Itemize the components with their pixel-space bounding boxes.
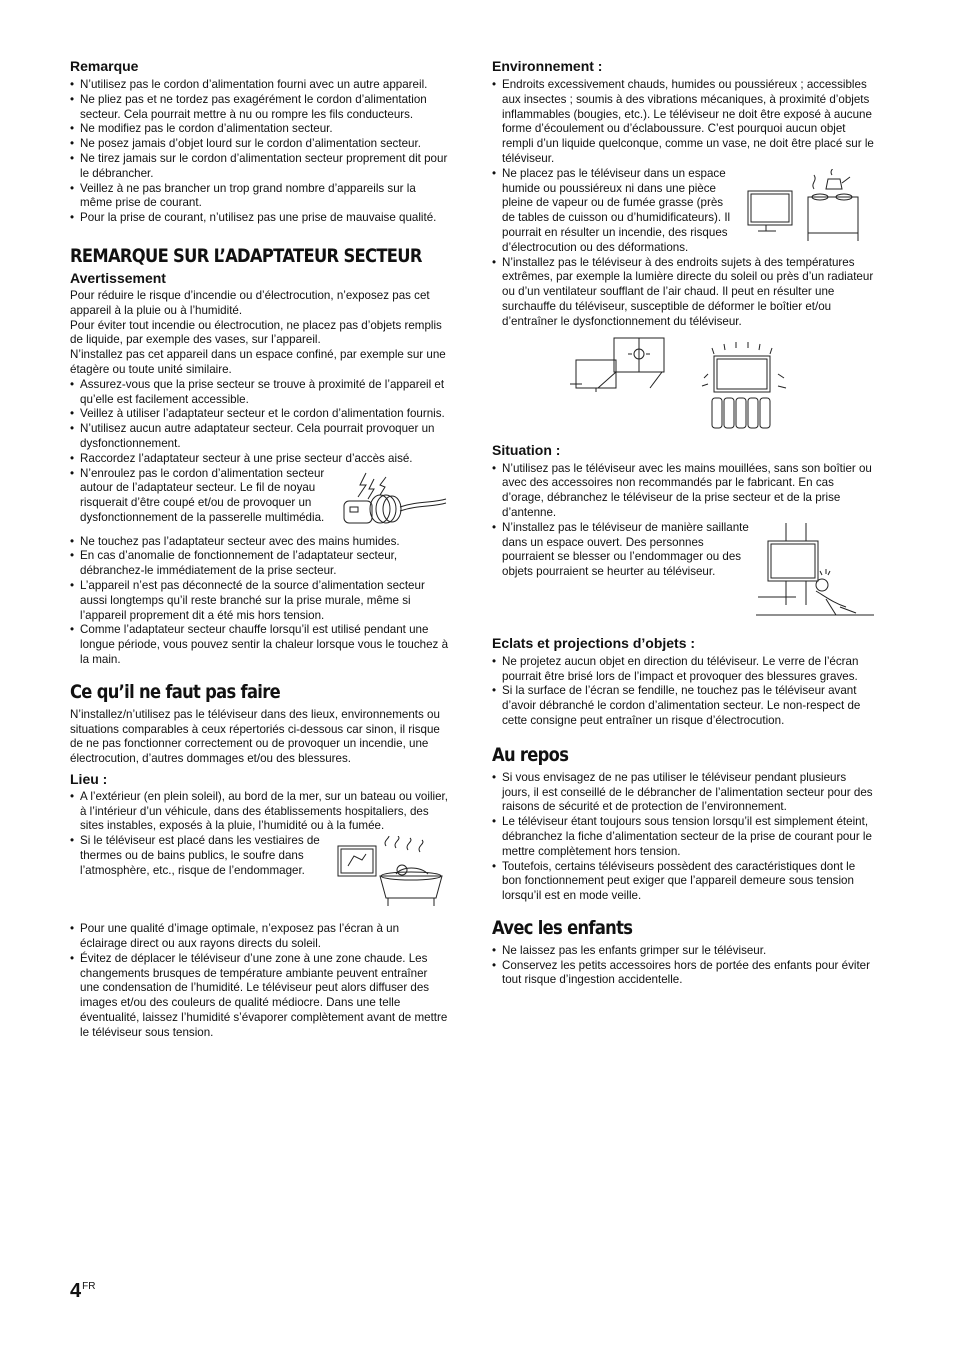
list-item: • En cas d’anomalie de fonctionnement de l’adaptateur secteur, débranchez-le immédiatement de la prise secteur. (70, 549, 448, 579)
list-item-text: N’installez pas le téléviseur de manière saillante dans un espace ouvert. Des personnes pourraient se blesser ou l’endommager ou des objets pourraient se heurter au téléviseur. (502, 520, 749, 579)
list-item: • L’appareil n’est pas déconnecté de la source d’alimentation secteur aussi longtemps qu’il reste branché sur la prise murale, même si l’appareil proprement dit a été mis hors tension. (70, 579, 448, 623)
list-item: • Si la surface de l’écran se fendille, ne touchez pas le téléviseur avant d’avoir débranché le cordon d’alimentation secteur. Le non-respect de cette consigne peut entraîner un risque d’électrocution. (492, 684, 874, 728)
page-number-value: 4 (70, 1280, 82, 1302)
list-item: • Ne pliez pas et ne tordez pas exagérément le cordon d’alimentation secteur. Cela pourrait mettre à nu ou rompre les fils conducteurs. (70, 93, 448, 123)
list-item-with-figure (492, 167, 874, 256)
list-item: • Évitez de déplacer le téléviseur d’une zone à une zone chaude. Les changements brusques de température ambiante peuvent entraîner une condensation de l’humidité. Le téléviseur peut alors diffuser des images et/ou des couleurs de qualité médiocre. Dans une telle éventualité, laissez l’humidité s’évaporer complètement avant de mettre le téléviseur sous tension. (70, 952, 448, 1041)
situation-title: Situation : (492, 441, 561, 458)
enfants-heading: Avec les enfants (492, 916, 633, 939)
adaptateur-list (70, 378, 448, 668)
eclats-list (492, 655, 874, 729)
situation-list (492, 462, 874, 621)
paragraph: Pour réduire le risque d’incendie ou d’électrocution, n’exposez pas cet appareil à la pluie ou à l’humidité. (70, 288, 430, 317)
remarque-title: Remarque (70, 58, 139, 74)
adapter-cord-illustration (338, 469, 448, 535)
enfants-list (492, 944, 874, 988)
lieu-list (70, 790, 448, 1041)
list-item-text: Si le téléviseur est placé dans les vestiaires de thermes ou de bains publics, le soufre dans l’atmosphère, etc., risque de l’endommager. (80, 834, 320, 877)
heat-illustrations (492, 336, 874, 432)
list-item: • Endroits excessivement chauds, humides ou poussiéreux ; accessibles aux insectes ; soumis à des vibrations mécaniques, à proximité d’objets inflammables (bougies, etc.). Le téléviseur ne doit être exposé à aucune forme d’écoulement ou d’éclaboussure. C’est pourquoi aucun objet rempli d’un liquide quelconque, comme un vase, ne doit être placé sur le téléviseur. (492, 78, 874, 167)
sunlight-tv-illustration (568, 336, 672, 396)
list-item-text: N’enroulez pas le cordon d’alimentation secteur autour de l’adaptateur secteur. Le fil de noyau risquerait d’être coupé et/ou de provoquer un dysfonctionnement de la passerelle multimédia. (80, 466, 325, 524)
au-repos-list (492, 771, 874, 904)
paragraph: Pour éviter tout incendie ou électrocution, ne placez pas d’objets remplis de liquide, par exemple des vases, sur l’appareil. (70, 318, 442, 347)
list-item: • Raccordez l’adaptateur secteur à une prise secteur d’accès aisé. (70, 452, 448, 467)
right-column (492, 58, 874, 988)
list-item: • Pour la prise de courant, n’utilisez pas une prise de mauvaise qualité. (70, 211, 448, 226)
lieu-title: Lieu : (70, 770, 108, 787)
person-bumping-tv-illustration (756, 523, 874, 621)
list-item-text: Ne placez pas le téléviseur dans un espace humide ou poussiéreux ni dans une pièce pleine de vapeur ou de fumée grasse (près de tables de cuisson ou d’humidificateurs). Il pourrait en résulter un incendie, des risques d’électrocution ou des déformations. (502, 166, 731, 254)
list-item-with-figure (70, 467, 448, 535)
page-number (70, 1280, 95, 1303)
bath-steam-illustration (336, 836, 448, 916)
list-item: • Conservez les petits accessoires hors de portée des enfants pour éviter tout risque d’ingestion accidentelle. (492, 959, 874, 989)
list-item: • A l’extérieur (en plein soleil), au bord de la mer, sur un bateau ou voilier, à l’intérieur d’un véhicule, dans des établissements hospitaliers, des sites instables, exposés à la pluie, l’humidité ou à la fumée. (70, 790, 448, 834)
list-item: • Ne modifiez pas le cordon d’alimentation secteur. (70, 122, 448, 137)
left-column (70, 58, 448, 1041)
list-item: • Assurez-vous que la prise secteur se trouve à proximité de l’appareil et qu’elle est facilement accessible. (70, 378, 448, 408)
list-item: • Toutefois, certains téléviseurs possèdent des caractéristiques dont le bon fonctionnement peut exiger que l’appareil demeure sous tension lorsqu’il est en mode veille. (492, 860, 874, 904)
ne-pas-faire-heading: Ce qu’il ne faut pas faire (70, 680, 280, 703)
list-item: • Comme l’adaptateur secteur chauffe lorsqu’il est utilisé pendant une longue période, vous pouvez sentir la chaleur lorsque vous le touchez à la main. (70, 623, 448, 667)
remarque-list (70, 78, 448, 226)
au-repos-heading: Au repos (492, 743, 569, 766)
paragraph: N’installez/n’utilisez pas le téléviseur dans des lieux, environnements ou situations comparables à ceux répertoriés ci-dessous car sinon, il risque de ne pas fonctionner correctement ou de provoquer un incendie, une électrocution, d’autres dommages et/ou des blessures. (70, 707, 440, 766)
list-item-with-figure (70, 834, 448, 922)
list-item: • Si vous envisagez de ne pas utiliser le téléviseur pendant plusieurs jours, il est conseillé de le débrancher de l’alimentation secteur pour des raisons de sécurité et de protection de l’environnement. (492, 771, 874, 815)
page-language-suffix: FR (82, 1281, 96, 1293)
list-item: • Pour une qualité d’image optimale, n’exposez pas l’écran à un éclairage direct ou aux rayons directs du soleil. (70, 922, 448, 952)
list-item: • Le téléviseur étant toujours sous tension lorsqu’il est simplement éteint, débranchez la fiche d’alimentation secteur de la prise de courant pour le mettre complètement hors tension. (492, 815, 874, 859)
environnement-list (492, 78, 874, 330)
environnement-title: Environnement : (492, 58, 603, 74)
list-item: • N’utilisez pas le téléviseur avec les mains mouillées, sans son boîtier ou avec des accessoires non recommandés par le fabricant. En cas d’orage, débranchez le téléviseur de la prise secteur et de la prise d’antenne. (492, 462, 874, 521)
list-item: • Ne touchez pas l’adaptateur secteur avec des mains humides. (70, 535, 448, 550)
eclats-title: Eclats et projections d’objets : (492, 634, 696, 651)
avertissement-title: Avertissement (70, 269, 166, 286)
list-item: • Ne projetez aucun objet en direction du téléviseur. Le verre de l’écran pourrait être brisé lors de l’impact et provoquer des blessures graves. (492, 655, 874, 685)
list-item: • Veillez à ne pas brancher un trop grand nombre d’appareils sur la même prise de courant. (70, 182, 448, 212)
list-item: • Veillez à utiliser l’adaptateur secteur et le cordon d’alimentation fournis. (70, 407, 448, 422)
kitchen-steam-illustration (744, 169, 874, 245)
adaptateur-heading: REMARQUE SUR L’ADAPTATEUR SECTEUR (70, 244, 422, 267)
list-item: • N’utilisez pas le cordon d’alimentation fourni avec un autre appareil. (70, 78, 448, 93)
list-item: • N’utilisez aucun autre adaptateur secteur. Cela pourrait provoquer un dysfonctionnement. (70, 422, 448, 452)
list-item: • Ne laissez pas les enfants grimper sur le téléviseur. (492, 944, 874, 959)
paragraph: N’installez pas cet appareil dans un espace confiné, par exemple sur une étagère ou toute unité similaire. (70, 348, 446, 376)
radiator-tv-illustration (700, 340, 790, 430)
list-item: • Ne posez jamais d’objet lourd sur le cordon d’alimentation secteur. (70, 137, 448, 152)
list-item: • Ne tirez jamais sur le cordon d’alimentation secteur proprement dit pour le débrancher. (70, 152, 448, 182)
list-item: • N’installez pas le téléviseur à des endroits sujets à des températures extrêmes, par exemple la lumière directe du soleil ou près d’un radiateur ou d’un ventilateur soufflant de l’air chaud. Il peut en résulter une surchauffe du téléviseur, susceptible de déformer le boîtier et/ou d’entraîner le dysfonctionnement du téléviseur. (492, 256, 874, 330)
list-item-with-figure (492, 521, 874, 621)
